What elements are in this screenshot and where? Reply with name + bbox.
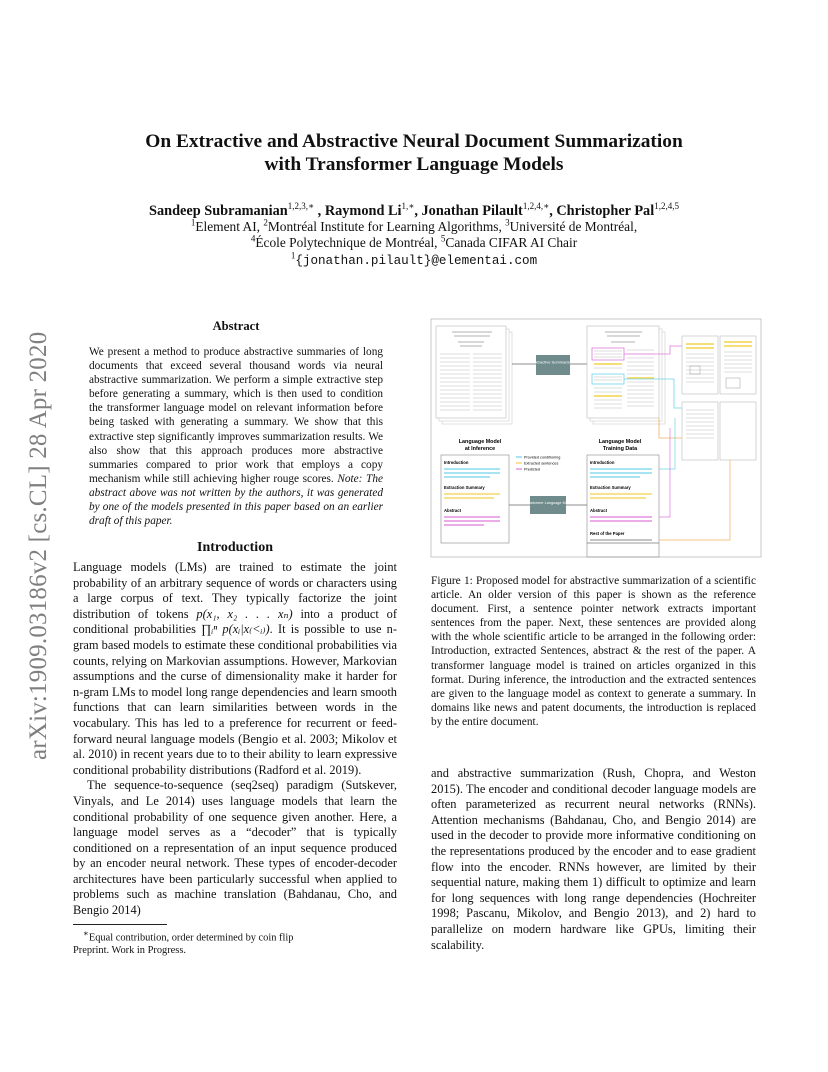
affiliation-text: École Polytechnique de Montréal, (255, 235, 441, 250)
affiliation-text: Canada CIFAR AI Chair (445, 235, 578, 250)
introduction-heading: Introduction (197, 540, 273, 555)
preprint-note: Preprint. Work in Progress. (73, 945, 186, 957)
abstract-note: Note: The abstract above was not written by the authors, it was generated by one of the models presented in this paper based on an earlier draft of this paper. (89, 472, 383, 528)
abstract-body (89, 345, 383, 528)
contact-email: {jonathan.pilault}@elementai.com (295, 254, 538, 268)
affiliation-text: Element AI, (195, 219, 264, 234)
affiliation-line-1 (70, 219, 758, 235)
paragraph-text: . It is possible to use n-gram based models to estimate these conditional probabilities via counts, relying on Markovian assumptions. However, Markovian assumptions and the curse of dimensionality make it harder for n-gram LMs to model long range dependencies and learn smooth functions that can learn similarities between words in the vocabulary. This has led to a preference for recurrent or feed-forward neural language models (Bengio et al. 2003; Mikolov et al. 2010) in recent years due to to their ability to learn expressive conditional probability distributions (Radford et al. 2019). (73, 622, 398, 777)
introduction-right-column (431, 766, 756, 953)
extractive-summarizer-box (536, 355, 570, 375)
paragraph-text: Language models (LMs) are trained to estimate the joint probability of an arbitrary sequence of words or characters using a large corpus of text. They typically factorize the joint distribution of tokens (73, 560, 397, 621)
transformer-lm-label: Transformer Language Model (523, 501, 573, 505)
left-column-title-2: at Inference (464, 446, 496, 452)
author-list: Sandeep Subramanian$^{1,2,3,∗}$ , Raymond $Li^{1,∗}$, Jonathan Pilault$^{1,2,4,∗}$, Christopher Pal$^{1,2,4,5}$ (149, 201, 679, 219)
affiliation-line-2 (70, 235, 758, 251)
figure-1-caption (431, 574, 756, 729)
title-line-2: with Transformer Language Models (264, 154, 564, 175)
affiliation-text: Université de Montréal, (509, 219, 638, 234)
introduction-paragraph-2: The sequence-to-sequence (seq2seq) paradigm (Sutskever, Vinyals, and Le 2014) uses language models that learn the conditional probability of one sequence given another. Here, a language model serves as a “decoder” that is typically conditioned on a representation of an input sequence produced by an encoder neural network. These types of encoder-decoder architectures have been particularly successful when applied to problems such as machine translation (Bahdanau, Cho, and Bengio 2014) (73, 778, 397, 918)
arxiv-identifier: arXiv:1909.03186v2 [cs.CL] 28 Apr 2020 (25, 331, 52, 760)
training-section-extraction: Extraction Summary (590, 485, 631, 490)
inference-section-extraction: Extraction Summary (444, 485, 485, 490)
figure-1-diagram (430, 318, 762, 558)
footnote-rule (73, 924, 167, 925)
legend-provided: Provided conditioning (524, 455, 561, 460)
affiliation-mark: 3 (505, 217, 510, 228)
contact-email-line (70, 252, 758, 269)
paragraph-text: into a product of conditional probabilities (73, 606, 397, 637)
product-math: ∏ᵢⁿ p(xᵢ|x₍<ᵢ₎) (201, 622, 270, 637)
figure-1 (430, 318, 762, 558)
joint-distribution-math: p(x₁, x₂ . . . xₙ) (196, 606, 293, 621)
caption-label: Figure 1: (431, 575, 473, 587)
reference-paper (436, 326, 506, 418)
author-name: Sandeep Subramanian (149, 203, 288, 219)
author-name: Jonathan Pilault (421, 203, 523, 219)
introduction-left-column (73, 560, 397, 919)
author-name: Raymond Li (324, 203, 402, 219)
right-column-title-2: Training Data (602, 446, 638, 452)
section-page (720, 336, 756, 394)
author-affiliation-marks: 1,∗ (401, 201, 415, 212)
highlighted-paper-stack (587, 326, 665, 424)
affiliation-mark: 4 (250, 233, 256, 244)
inference-section-abstract: Abstract (444, 508, 461, 513)
training-section-introduction: Introduction (590, 460, 615, 465)
section-page (720, 402, 756, 460)
footnote-mark: ∗ (83, 928, 89, 938)
affiliation-mark: 1 (190, 217, 196, 228)
abstract-text: We present a method to produce abstractive summaries of long documents that exceed several thousand words via neural abstractive summarization. We perform a simple extractive step before generating a summary, which is then used to condition the transformer language model on relevant information before being tasked with generating a summary. We show that this extractive step significantly improves summarization results. We also show that this approach produces more abstractive summaries compared to prior work that employs a copy mechanism while still achieving higher rouge scores. (89, 346, 383, 485)
author-affiliation-marks: 1,2,3,∗ (287, 201, 315, 212)
affiliation-text: Montréal Institute for Learning Algorithms, (267, 219, 506, 234)
author-affiliation-marks: 1,2,4,5 (654, 201, 679, 212)
right-column-title-1: Language Model (598, 439, 642, 445)
training-section-abstract: Abstract (590, 508, 607, 513)
footnote (73, 927, 397, 957)
title-line-1: On Extractive and Abstractive Neural Document Summarization (145, 131, 683, 152)
reference-paper-stack-left (436, 326, 512, 424)
extractive-summarizer-label: Extractive Summarizer (532, 359, 574, 365)
affiliation-mark: 1 (290, 250, 296, 261)
author-affiliation-marks: 1,2,4,∗ (522, 201, 550, 212)
footnote-text (73, 927, 397, 944)
paper-title (70, 130, 758, 176)
legend-extracted: Extracted sentences (524, 461, 559, 466)
introduction-paragraph-3: and abstractive summarization (Rush, Chopra, and Weston 2015). The encoder and conditional decoder language models are often parameterized as recurrent neural networks (RNNs). Attention mechanisms (Bahdanau, Cho, and Bengio 2014) are used in the decoder to provide more informative conditioning on the representations produced by the encoder and to ease gradient flow into the encoder. RNNs however, are limited by their sequential nature, making them 1) difficult to optimize and learn for long sequences with long range dependencies (Hochreiter 1998; Pascanu, Mikolov, and Bengio 2013), and 2) hard to parallelize on modern hardware like GPUs, limiting their scalability. (431, 766, 756, 952)
abstract-heading: Abstract (212, 319, 260, 333)
affiliation-mark: 2 (263, 217, 268, 228)
affiliation-mark: 5 (440, 233, 446, 244)
introduction-paragraph-1 (73, 560, 397, 778)
author-name: Christopher Pal (556, 203, 655, 219)
legend-predicted: Predicted (524, 467, 541, 472)
footnote-content: Equal contribution, order determined by coin flip (88, 932, 294, 944)
transformer-lm-box (530, 496, 566, 514)
left-column-title-1: Language Model (458, 439, 502, 445)
caption-text: Proposed model for abstractive summarization of a scientific article. An older version of this paper is shown as the reference document. First, a sentence pointer network extracts important sentences from the paper. Next, these sentences are provided along with the whole scientific article to be arranged in the following order: Introduction, extracted Sentences, abstract & the rest of the paper. A transformer language model is trained on articles organized in this format. During inference, the introduction and the extracted sentences are given to the language model as context to generate a summary. In domains like news and patent documents, the introduction is replaced by the entire document. (431, 575, 757, 728)
inference-section-introduction: Introduction (444, 460, 469, 465)
section-page (682, 402, 718, 460)
training-section-rest: Rest of the Paper (590, 531, 625, 536)
